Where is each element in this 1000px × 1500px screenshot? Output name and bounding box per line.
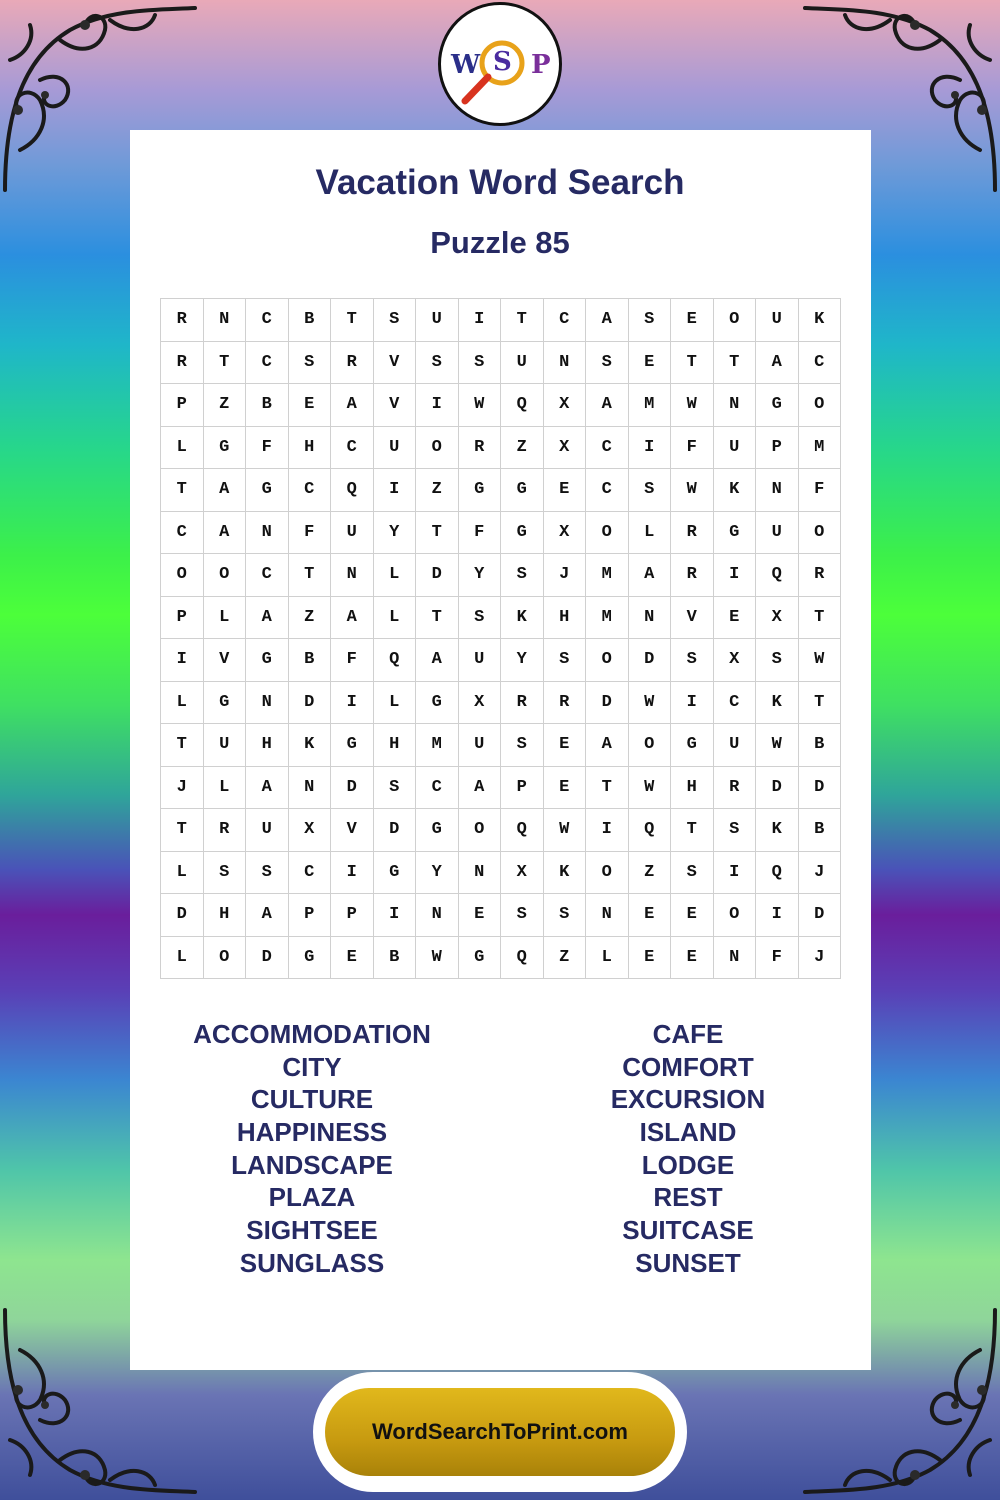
grid-cell[interactable]: H	[374, 724, 417, 767]
word-list-left-word: LANDSCAPE	[231, 1149, 393, 1180]
grid-cell[interactable]: I	[331, 682, 374, 725]
grid-cell[interactable]: C	[289, 852, 332, 895]
grid-cell[interactable]: C	[331, 427, 374, 470]
grid-cell[interactable]: T	[161, 469, 204, 512]
grid-cell[interactable]: U	[501, 342, 544, 385]
grid-cell[interactable]: G	[756, 384, 799, 427]
grid-cell[interactable]: C	[544, 299, 587, 342]
grid-cell[interactable]: S	[544, 894, 587, 937]
grid-cell[interactable]: R	[459, 427, 502, 470]
grid-cell[interactable]: S	[714, 809, 757, 852]
grid-cell[interactable]: U	[246, 809, 289, 852]
grid-cell[interactable]: D	[331, 767, 374, 810]
grid-cell[interactable]: T	[671, 342, 714, 385]
word-list-left-word: HAPPINESS	[236, 1117, 388, 1148]
grid-cell[interactable]: R	[161, 342, 204, 385]
grid-cell[interactable]: I	[714, 554, 757, 597]
grid-cell[interactable]: X	[544, 427, 587, 470]
word-list-left-word: PLAZA	[268, 1182, 356, 1213]
grid-cell[interactable]: N	[459, 852, 502, 895]
grid-cell[interactable]: A	[756, 342, 799, 385]
grid-cell[interactable]: A	[246, 894, 289, 937]
grid-cell[interactable]: C	[246, 554, 289, 597]
grid-cell[interactable]: G	[501, 469, 544, 512]
grid-cell[interactable]: R	[331, 342, 374, 385]
grid-cell[interactable]: G	[459, 937, 502, 980]
grid-cell[interactable]: E	[671, 937, 714, 980]
grid-cell[interactable]: Z	[629, 852, 672, 895]
grid-cell[interactable]: R	[714, 767, 757, 810]
grid-cell[interactable]: D	[246, 937, 289, 980]
grid-cell[interactable]: C	[246, 342, 289, 385]
grid-cell[interactable]: C	[246, 299, 289, 342]
grid-cell[interactable]: V	[374, 342, 417, 385]
grid-cell[interactable]: A	[204, 469, 247, 512]
grid-cell[interactable]: I	[714, 852, 757, 895]
grid-cell[interactable]: N	[416, 894, 459, 937]
grid-cell[interactable]: B	[246, 384, 289, 427]
grid-cell[interactable]: P	[756, 427, 799, 470]
grid-cell[interactable]: S	[629, 299, 672, 342]
grid-cell[interactable]: K	[544, 852, 587, 895]
grid-cell[interactable]: U	[714, 427, 757, 470]
grid-cell[interactable]: T	[161, 724, 204, 767]
grid-cell[interactable]: W	[671, 469, 714, 512]
grid-cell[interactable]: W	[416, 937, 459, 980]
grid-cell[interactable]: W	[629, 682, 672, 725]
grid-cell[interactable]: G	[289, 937, 332, 980]
grid-cell[interactable]: D	[799, 894, 842, 937]
grid-cell[interactable]: N	[246, 512, 289, 555]
grid-cell[interactable]: I	[416, 384, 459, 427]
grid-cell[interactable]: S	[671, 639, 714, 682]
grid-cell[interactable]: G	[331, 724, 374, 767]
grid-cell[interactable]: T	[586, 767, 629, 810]
grid-cell[interactable]: S	[544, 639, 587, 682]
letter-grid[interactable]	[160, 298, 841, 979]
grid-cell[interactable]: T	[671, 809, 714, 852]
grid-cell[interactable]: T	[416, 512, 459, 555]
grid-cell[interactable]: E	[331, 937, 374, 980]
grid-cell[interactable]: O	[586, 852, 629, 895]
grid-cell[interactable]: A	[586, 724, 629, 767]
grid-cell[interactable]: B	[289, 639, 332, 682]
grid-cell[interactable]: L	[161, 427, 204, 470]
grid-cell[interactable]: Y	[501, 639, 544, 682]
site-link-button[interactable]	[325, 1388, 675, 1476]
grid-cell[interactable]: G	[374, 852, 417, 895]
grid-cell[interactable]: U	[756, 512, 799, 555]
grid-cell[interactable]: J	[161, 767, 204, 810]
grid-cell[interactable]: K	[714, 469, 757, 512]
grid-cell[interactable]: N	[586, 894, 629, 937]
grid-cell[interactable]: G	[246, 469, 289, 512]
grid-cell[interactable]: E	[459, 894, 502, 937]
grid-cell[interactable]: A	[629, 554, 672, 597]
grid-cell[interactable]: V	[331, 809, 374, 852]
grid-cell[interactable]: E	[629, 894, 672, 937]
grid-cell[interactable]: E	[629, 342, 672, 385]
grid-cell[interactable]: X	[544, 384, 587, 427]
grid-cell[interactable]: O	[459, 809, 502, 852]
word-list-left-word: CULTURE	[250, 1084, 374, 1115]
grid-cell[interactable]: N	[714, 937, 757, 980]
grid-cell[interactable]: W	[459, 384, 502, 427]
site-logo[interactable]	[438, 2, 562, 126]
grid-cell[interactable]: K	[799, 299, 842, 342]
grid-cell[interactable]: D	[161, 894, 204, 937]
grid-cell[interactable]: I	[331, 852, 374, 895]
word-list-left-word: SUNGLASS	[239, 1247, 385, 1278]
grid-cell[interactable]: R	[671, 512, 714, 555]
grid-cell[interactable]: H	[544, 597, 587, 640]
grid-cell[interactable]: H	[204, 894, 247, 937]
grid-cell[interactable]: F	[671, 427, 714, 470]
grid-cell[interactable]: D	[756, 767, 799, 810]
grid-cell[interactable]: G	[204, 427, 247, 470]
word-list-left-word: CITY	[282, 1051, 342, 1082]
grid-cell[interactable]: G	[671, 724, 714, 767]
word-list-right-word: EXCURSION	[610, 1084, 766, 1115]
grid-cell[interactable]: D	[374, 809, 417, 852]
grid-cell[interactable]: K	[756, 682, 799, 725]
logo-letter-p: P	[531, 50, 551, 80]
grid-cell[interactable]: G	[204, 682, 247, 725]
grid-cell[interactable]: G	[501, 512, 544, 555]
grid-cell[interactable]: P	[331, 894, 374, 937]
grid-cell[interactable]: G	[246, 639, 289, 682]
grid-cell[interactable]: I	[374, 894, 417, 937]
grid-cell[interactable]: J	[799, 852, 842, 895]
grid-cell[interactable]: Q	[374, 639, 417, 682]
grid-cell[interactable]: U	[204, 724, 247, 767]
grid-cell[interactable]: R	[671, 554, 714, 597]
grid-cell[interactable]: L	[374, 597, 417, 640]
grid-cell[interactable]: S	[246, 852, 289, 895]
grid-cell[interactable]: L	[161, 937, 204, 980]
word-list-right-word: SUITCASE	[622, 1215, 754, 1246]
grid-cell[interactable]: P	[501, 767, 544, 810]
grid-cell[interactable]: E	[629, 937, 672, 980]
grid-cell[interactable]: O	[799, 384, 842, 427]
word-list-right	[538, 1018, 838, 1280]
grid-cell[interactable]: Z	[544, 937, 587, 980]
grid-cell[interactable]: P	[161, 384, 204, 427]
grid-cell[interactable]: H	[671, 767, 714, 810]
grid-cell[interactable]: U	[374, 427, 417, 470]
grid-cell[interactable]: A	[459, 767, 502, 810]
grid-cell[interactable]: W	[544, 809, 587, 852]
grid-cell[interactable]: U	[714, 724, 757, 767]
grid-cell[interactable]: X	[544, 512, 587, 555]
grid-cell[interactable]: X	[501, 852, 544, 895]
grid-cell[interactable]: H	[246, 724, 289, 767]
grid-cell[interactable]: S	[416, 342, 459, 385]
grid-cell[interactable]: D	[586, 682, 629, 725]
grid-cell[interactable]: U	[331, 512, 374, 555]
grid-cell[interactable]: Q	[756, 852, 799, 895]
grid-cell[interactable]: C	[586, 427, 629, 470]
grid-cell[interactable]: D	[289, 682, 332, 725]
grid-cell[interactable]: L	[161, 682, 204, 725]
grid-cell[interactable]: A	[416, 639, 459, 682]
grid-cell[interactable]: B	[374, 937, 417, 980]
grid-cell[interactable]: K	[289, 724, 332, 767]
grid-cell[interactable]: T	[331, 299, 374, 342]
grid-cell[interactable]: N	[629, 597, 672, 640]
grid-cell[interactable]: N	[246, 682, 289, 725]
grid-cell[interactable]: S	[671, 852, 714, 895]
grid-cell[interactable]: R	[544, 682, 587, 725]
grid-cell[interactable]: U	[416, 299, 459, 342]
grid-cell[interactable]: I	[374, 469, 417, 512]
grid-cell[interactable]: T	[799, 597, 842, 640]
grid-cell[interactable]: M	[799, 427, 842, 470]
grid-cell[interactable]: S	[289, 342, 332, 385]
site-link-label: WordSearchToPrint.com	[372, 1419, 628, 1444]
grid-cell[interactable]: O	[161, 554, 204, 597]
grid-cell[interactable]: W	[629, 767, 672, 810]
grid-cell[interactable]: S	[756, 639, 799, 682]
logo-letter-s: S	[493, 47, 512, 77]
word-list-right-word: COMFORT	[622, 1051, 754, 1082]
grid-cell[interactable]: Z	[416, 469, 459, 512]
grid-cell[interactable]: U	[459, 724, 502, 767]
grid-cell[interactable]: C	[161, 512, 204, 555]
grid-cell[interactable]: X	[756, 597, 799, 640]
grid-cell[interactable]: T	[416, 597, 459, 640]
grid-cell[interactable]: L	[204, 767, 247, 810]
grid-cell[interactable]: B	[289, 299, 332, 342]
grid-cell[interactable]: M	[629, 384, 672, 427]
grid-cell[interactable]: A	[204, 512, 247, 555]
word-list-right-word: LODGE	[641, 1149, 735, 1180]
grid-cell[interactable]: H	[289, 427, 332, 470]
grid-cell[interactable]: M	[416, 724, 459, 767]
grid-cell[interactable]: N	[714, 384, 757, 427]
grid-cell[interactable]: T	[799, 682, 842, 725]
grid-cell[interactable]: W	[671, 384, 714, 427]
grid-cell[interactable]: O	[586, 639, 629, 682]
grid-cell[interactable]: Z	[204, 384, 247, 427]
grid-cell[interactable]: O	[586, 512, 629, 555]
word-list-right-word: REST	[653, 1182, 723, 1213]
grid-cell[interactable]: T	[289, 554, 332, 597]
grid-cell[interactable]: O	[629, 724, 672, 767]
word-list-right-word: CAFE	[652, 1019, 724, 1049]
grid-cell[interactable]: X	[714, 639, 757, 682]
word-list-left-word: ACCOMMODATION	[193, 1019, 431, 1049]
grid-cell[interactable]: V	[671, 597, 714, 640]
grid-cell[interactable]: P	[289, 894, 332, 937]
grid-cell[interactable]: P	[161, 597, 204, 640]
grid-cell[interactable]: S	[501, 724, 544, 767]
grid-cell[interactable]: N	[756, 469, 799, 512]
grid-cell[interactable]: L	[374, 554, 417, 597]
grid-cell[interactable]: R	[204, 809, 247, 852]
grid-cell[interactable]: B	[799, 809, 842, 852]
grid-cell[interactable]: E	[544, 724, 587, 767]
grid-cell[interactable]: N	[331, 554, 374, 597]
grid-cell[interactable]: I	[629, 427, 672, 470]
grid-cell[interactable]: C	[586, 469, 629, 512]
grid-cell[interactable]: A	[246, 767, 289, 810]
grid-cell[interactable]: O	[799, 512, 842, 555]
grid-cell[interactable]: B	[799, 724, 842, 767]
grid-cell[interactable]: E	[289, 384, 332, 427]
grid-cell[interactable]: X	[289, 809, 332, 852]
grid-cell[interactable]: Q	[501, 384, 544, 427]
grid-cell[interactable]: A	[331, 384, 374, 427]
grid-cell[interactable]: A	[246, 597, 289, 640]
grid-cell[interactable]: G	[459, 469, 502, 512]
grid-cell[interactable]: N	[544, 342, 587, 385]
grid-cell[interactable]: K	[501, 597, 544, 640]
grid-cell[interactable]: I	[459, 299, 502, 342]
grid-cell[interactable]: Y	[459, 554, 502, 597]
logo-letter-w: W	[451, 50, 481, 80]
grid-cell[interactable]: S	[501, 894, 544, 937]
grid-cell[interactable]: A	[586, 384, 629, 427]
grid-cell[interactable]: S	[459, 597, 502, 640]
grid-cell[interactable]: T	[501, 299, 544, 342]
grid-cell[interactable]: S	[586, 342, 629, 385]
grid-cell[interactable]: R	[501, 682, 544, 725]
grid-cell[interactable]: S	[204, 852, 247, 895]
grid-cell[interactable]: G	[416, 809, 459, 852]
grid-cell[interactable]: O	[416, 427, 459, 470]
grid-cell[interactable]: S	[459, 342, 502, 385]
grid-cell[interactable]: O	[714, 894, 757, 937]
word-list-left	[162, 1018, 462, 1280]
grid-cell[interactable]: I	[586, 809, 629, 852]
grid-cell[interactable]: E	[544, 767, 587, 810]
grid-cell[interactable]: S	[501, 554, 544, 597]
puzzle-number: Puzzle 85	[430, 225, 570, 260]
grid-cell[interactable]: S	[374, 767, 417, 810]
grid-cell[interactable]: A	[586, 299, 629, 342]
grid-cell[interactable]: U	[756, 299, 799, 342]
grid-cell[interactable]: M	[586, 597, 629, 640]
grid-cell[interactable]: E	[544, 469, 587, 512]
grid-cell[interactable]: F	[459, 512, 502, 555]
grid-cell[interactable]: L	[374, 682, 417, 725]
grid-cell[interactable]: C	[799, 342, 842, 385]
grid-cell[interactable]: S	[629, 469, 672, 512]
grid-cell[interactable]: W	[756, 724, 799, 767]
grid-cell[interactable]: Z	[289, 597, 332, 640]
grid-cell[interactable]: E	[671, 894, 714, 937]
page-title: Vacation Word Search	[315, 163, 685, 202]
grid-cell[interactable]: F	[289, 512, 332, 555]
grid-cell[interactable]: L	[204, 597, 247, 640]
grid-cell[interactable]: D	[416, 554, 459, 597]
grid-cell[interactable]: J	[544, 554, 587, 597]
grid-cell[interactable]: N	[204, 299, 247, 342]
grid-cell[interactable]: R	[161, 299, 204, 342]
grid-cell[interactable]: Q	[331, 469, 374, 512]
grid-cell[interactable]: Y	[374, 512, 417, 555]
grid-cell[interactable]: O	[714, 299, 757, 342]
word-list-right-word: SUNSET	[635, 1247, 741, 1278]
grid-cell[interactable]: L	[586, 937, 629, 980]
grid-cell[interactable]: I	[161, 639, 204, 682]
grid-cell[interactable]: Q	[501, 937, 544, 980]
grid-cell[interactable]: O	[204, 937, 247, 980]
grid-cell[interactable]: E	[714, 597, 757, 640]
grid-cell[interactable]: J	[799, 937, 842, 980]
grid-cell[interactable]: Q	[756, 554, 799, 597]
grid-cell[interactable]: R	[799, 554, 842, 597]
grid-cell[interactable]: I	[756, 894, 799, 937]
grid-cell[interactable]: X	[459, 682, 502, 725]
grid-cell[interactable]: V	[204, 639, 247, 682]
grid-cell[interactable]: G	[416, 682, 459, 725]
grid-cell[interactable]: C	[714, 682, 757, 725]
grid-cell[interactable]: N	[289, 767, 332, 810]
grid-cell[interactable]: E	[671, 299, 714, 342]
grid-cell[interactable]: K	[756, 809, 799, 852]
grid-cell[interactable]: T	[714, 342, 757, 385]
word-list-left-word: SIGHTSEE	[246, 1215, 378, 1246]
grid-cell[interactable]: D	[629, 639, 672, 682]
grid-cell[interactable]: A	[331, 597, 374, 640]
grid-cell[interactable]: Q	[501, 809, 544, 852]
grid-cell[interactable]: S	[374, 299, 417, 342]
grid-cell[interactable]: L	[161, 852, 204, 895]
grid-cell[interactable]: D	[799, 767, 842, 810]
grid-cell[interactable]: Z	[501, 427, 544, 470]
grid-cell[interactable]: G	[714, 512, 757, 555]
grid-cell[interactable]: I	[671, 682, 714, 725]
grid-cell[interactable]: W	[799, 639, 842, 682]
grid-cell[interactable]: F	[799, 469, 842, 512]
grid-cell[interactable]: M	[586, 554, 629, 597]
grid-cell[interactable]: O	[204, 554, 247, 597]
grid-cell[interactable]: F	[331, 639, 374, 682]
word-list-right-word: ISLAND	[639, 1117, 737, 1148]
grid-cell[interactable]: T	[161, 809, 204, 852]
grid-cell[interactable]: C	[289, 469, 332, 512]
grid-cell[interactable]: U	[459, 639, 502, 682]
grid-cell[interactable]: Q	[629, 809, 672, 852]
grid-cell[interactable]: T	[204, 342, 247, 385]
grid-cell[interactable]: C	[416, 767, 459, 810]
grid-cell[interactable]: L	[629, 512, 672, 555]
grid-cell[interactable]: V	[374, 384, 417, 427]
grid-cell[interactable]: F	[246, 427, 289, 470]
grid-cell[interactable]: Y	[416, 852, 459, 895]
grid-cell[interactable]: F	[756, 937, 799, 980]
